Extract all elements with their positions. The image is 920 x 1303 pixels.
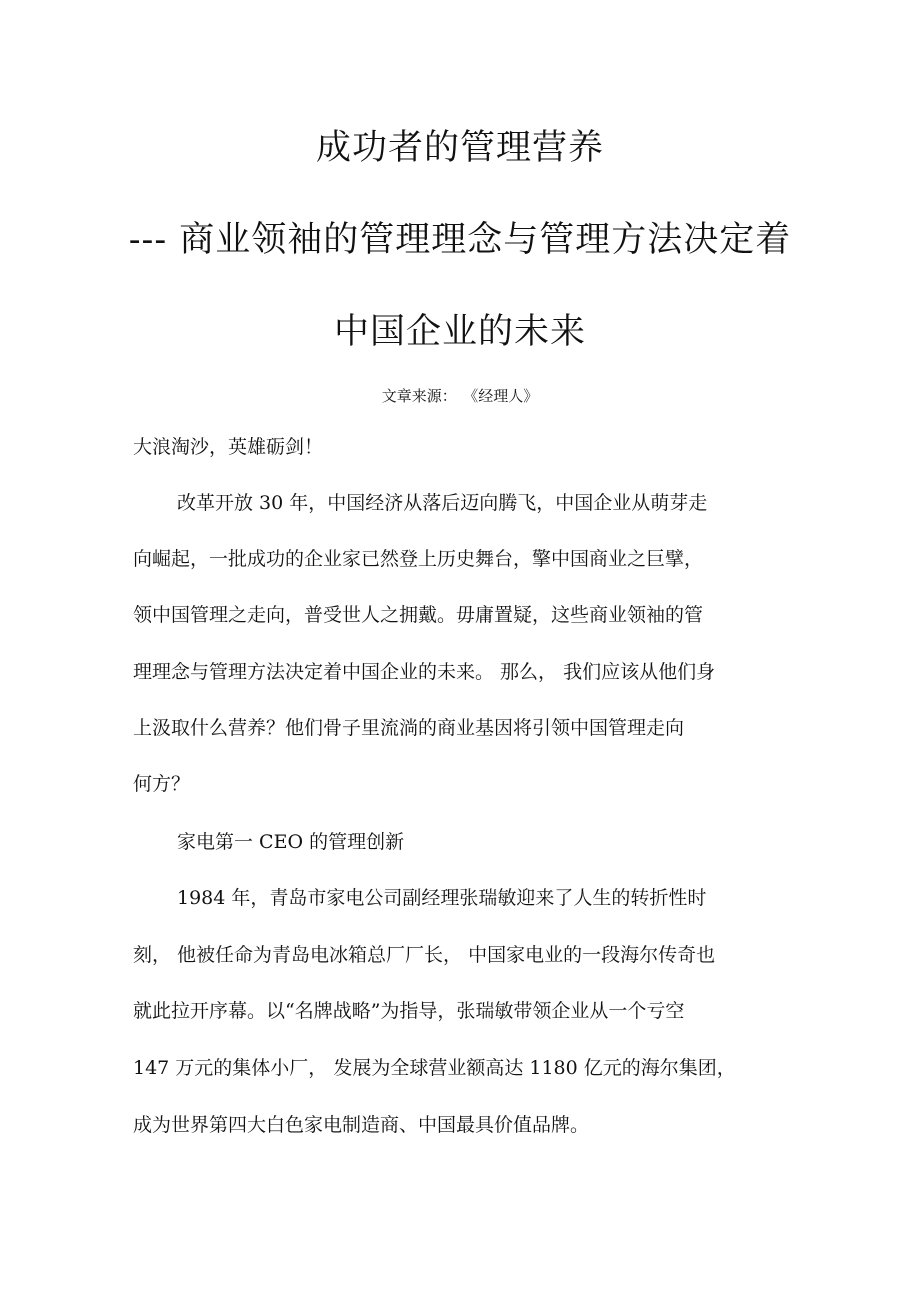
body-line: 向崛起，一批成功的企业家已然登上历史舞台，擎中国商业之巨擘， — [133, 548, 704, 570]
document-subtitle-line2: 中国企业的未来 — [333, 312, 586, 352]
section-heading: 家电第一 CEO 的管理创新 — [177, 831, 405, 853]
source-label: 文章来源： — [381, 387, 457, 405]
body-line: 147 万元的集体小厂， 发展为全球营业额高达 1180 亿元的海尔集团， — [133, 1057, 736, 1079]
body-line: 改革开放 30 年，中国经济从落后迈向腾飞，中国企业从萌芽走 — [177, 492, 708, 514]
body-line: 刻， 他被任命为青岛电冰箱总厂厂长， 中国家电业的一段海尔传奇也 — [133, 944, 716, 966]
document-title: 成功者的管理营养 — [315, 128, 604, 168]
body-line: 就此拉开序幕。以“名牌战略”为指导，张瑞敏带领企业从一个亏空 — [133, 1000, 685, 1022]
source-value: 《经理人》 — [470, 387, 539, 405]
body-line: 理理念与管理方法决定着中国企业的未来。 那么， 我们应该从他们身 — [133, 661, 716, 683]
body-line: 领中国管理之走向，普受世人之拥戴。毋庸置疑，这些商业领袖的管 — [133, 604, 704, 626]
body-line: 1984 年，青岛市家电公司副经理张瑞敏迎来了人生的转折性时 — [177, 887, 707, 909]
body-line: 何方？ — [133, 773, 191, 795]
body-line: 成为世界第四大白色家电制造商、中国最具价值品牌。 — [133, 1114, 590, 1136]
body-line: 大浪淘沙，英雄砺剑！ — [133, 436, 324, 458]
article-source — [0, 386, 920, 406]
body-line: 上汲取什么营养？他们骨子里流淌的商业基因将引领中国管理走向 — [133, 717, 685, 739]
document-subtitle-line1: --- 商业领袖的管理理念与管理方法决定着 — [128, 220, 792, 260]
